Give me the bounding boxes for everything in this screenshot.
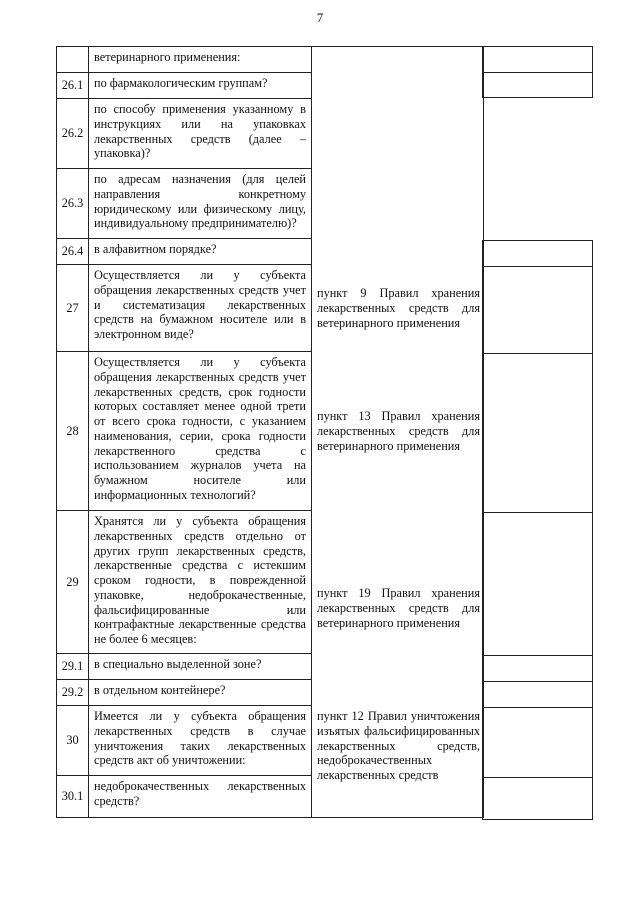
answer-cell <box>482 353 593 513</box>
legal-reference: пункт 13 Правил хранения лекарственных средств для ветеринарного применения <box>312 352 484 511</box>
answer-cell <box>482 655 593 682</box>
row-number: 28 <box>57 352 89 511</box>
table-row <box>57 706 484 776</box>
question-text: Имеется ли у субъекта обращения лекарственных средств в случае уничтожения таких лекарственных средств акт об уничтожении: <box>89 706 312 776</box>
table-row <box>57 352 484 511</box>
row-number: 26.1 <box>57 73 89 99</box>
row-number <box>57 47 89 73</box>
answer-cell <box>482 777 593 820</box>
table-row <box>57 265 484 352</box>
question-text: в специально выделенной зоне? <box>89 654 312 680</box>
question-text: Осуществляется ли у субъекта обращения лекарственных средств учет лекарственных средств, срок годности которых составляет менее одной трети от всего срока годности, с указанием наименования, серии, срока годности лекарственного средства с использованием журналов учета на бумажном носителе или информационных технологий? <box>89 352 312 511</box>
legal-reference: пункт 9 Правил хранения лекарственных средств для ветеринарного применения <box>312 265 484 352</box>
answer-cell <box>482 240 593 267</box>
answer-cell <box>482 681 593 708</box>
row-number: 26.4 <box>57 239 89 265</box>
question-text: в алфавитном порядке? <box>89 239 312 265</box>
row-number: 29 <box>57 511 89 654</box>
question-text: Хранятся ли у субъекта обращения лекарственных средств отдельно от других групп лекарственных средств, лекарственные средства с истекшим сроком годности, в поврежденной упаковке, недоброкачественные, фальсифицированные или контрафактные лекарственные средства не более 6 месяцев: <box>89 511 312 654</box>
answer-cell <box>482 266 593 354</box>
question-text: по способу применения указанному в инструкциях или на упаковках лекарственных средств (далее – упаковка)? <box>89 99 312 169</box>
question-text: по адресам назначения (для целей направления конкретному юридическому или физическому лицу, индивидуальному предпринимателю)? <box>89 169 312 239</box>
row-number: 27 <box>57 265 89 352</box>
answer-cell <box>482 512 593 656</box>
legal-reference: пункт 12 Правил уничтожения изъятых фальсифицированных лекарственных средств, недоброкачественных лекарственных средств <box>312 706 484 818</box>
legal-reference <box>312 47 484 265</box>
answer-cell <box>482 707 593 778</box>
table-row <box>57 47 484 73</box>
row-number: 29.2 <box>57 680 89 706</box>
question-text: Осуществляется ли у субъекта обращения лекарственных средств учет и систематизация лекарственных средств на бумажном носителе или в электронном виде? <box>89 265 312 352</box>
row-number: 29.1 <box>57 654 89 680</box>
row-number: 30.1 <box>57 776 89 818</box>
answer-cell <box>482 46 593 73</box>
row-number: 26.3 <box>57 169 89 239</box>
question-text: недоброкачественных лекарственных средств? <box>89 776 312 818</box>
checklist-table <box>56 46 484 818</box>
question-text: в отдельном контейнере? <box>89 680 312 706</box>
legal-reference: пункт 19 Правил хранения лекарственных средств для ветеринарного применения <box>312 511 484 706</box>
table-row <box>57 511 484 654</box>
question-text: ветеринарного применения: <box>89 47 312 73</box>
question-text: по фармакологическим группам? <box>89 73 312 99</box>
row-number: 30 <box>57 706 89 776</box>
row-number: 26.2 <box>57 99 89 169</box>
page-number: 7 <box>316 10 324 25</box>
answer-cell <box>482 72 593 98</box>
